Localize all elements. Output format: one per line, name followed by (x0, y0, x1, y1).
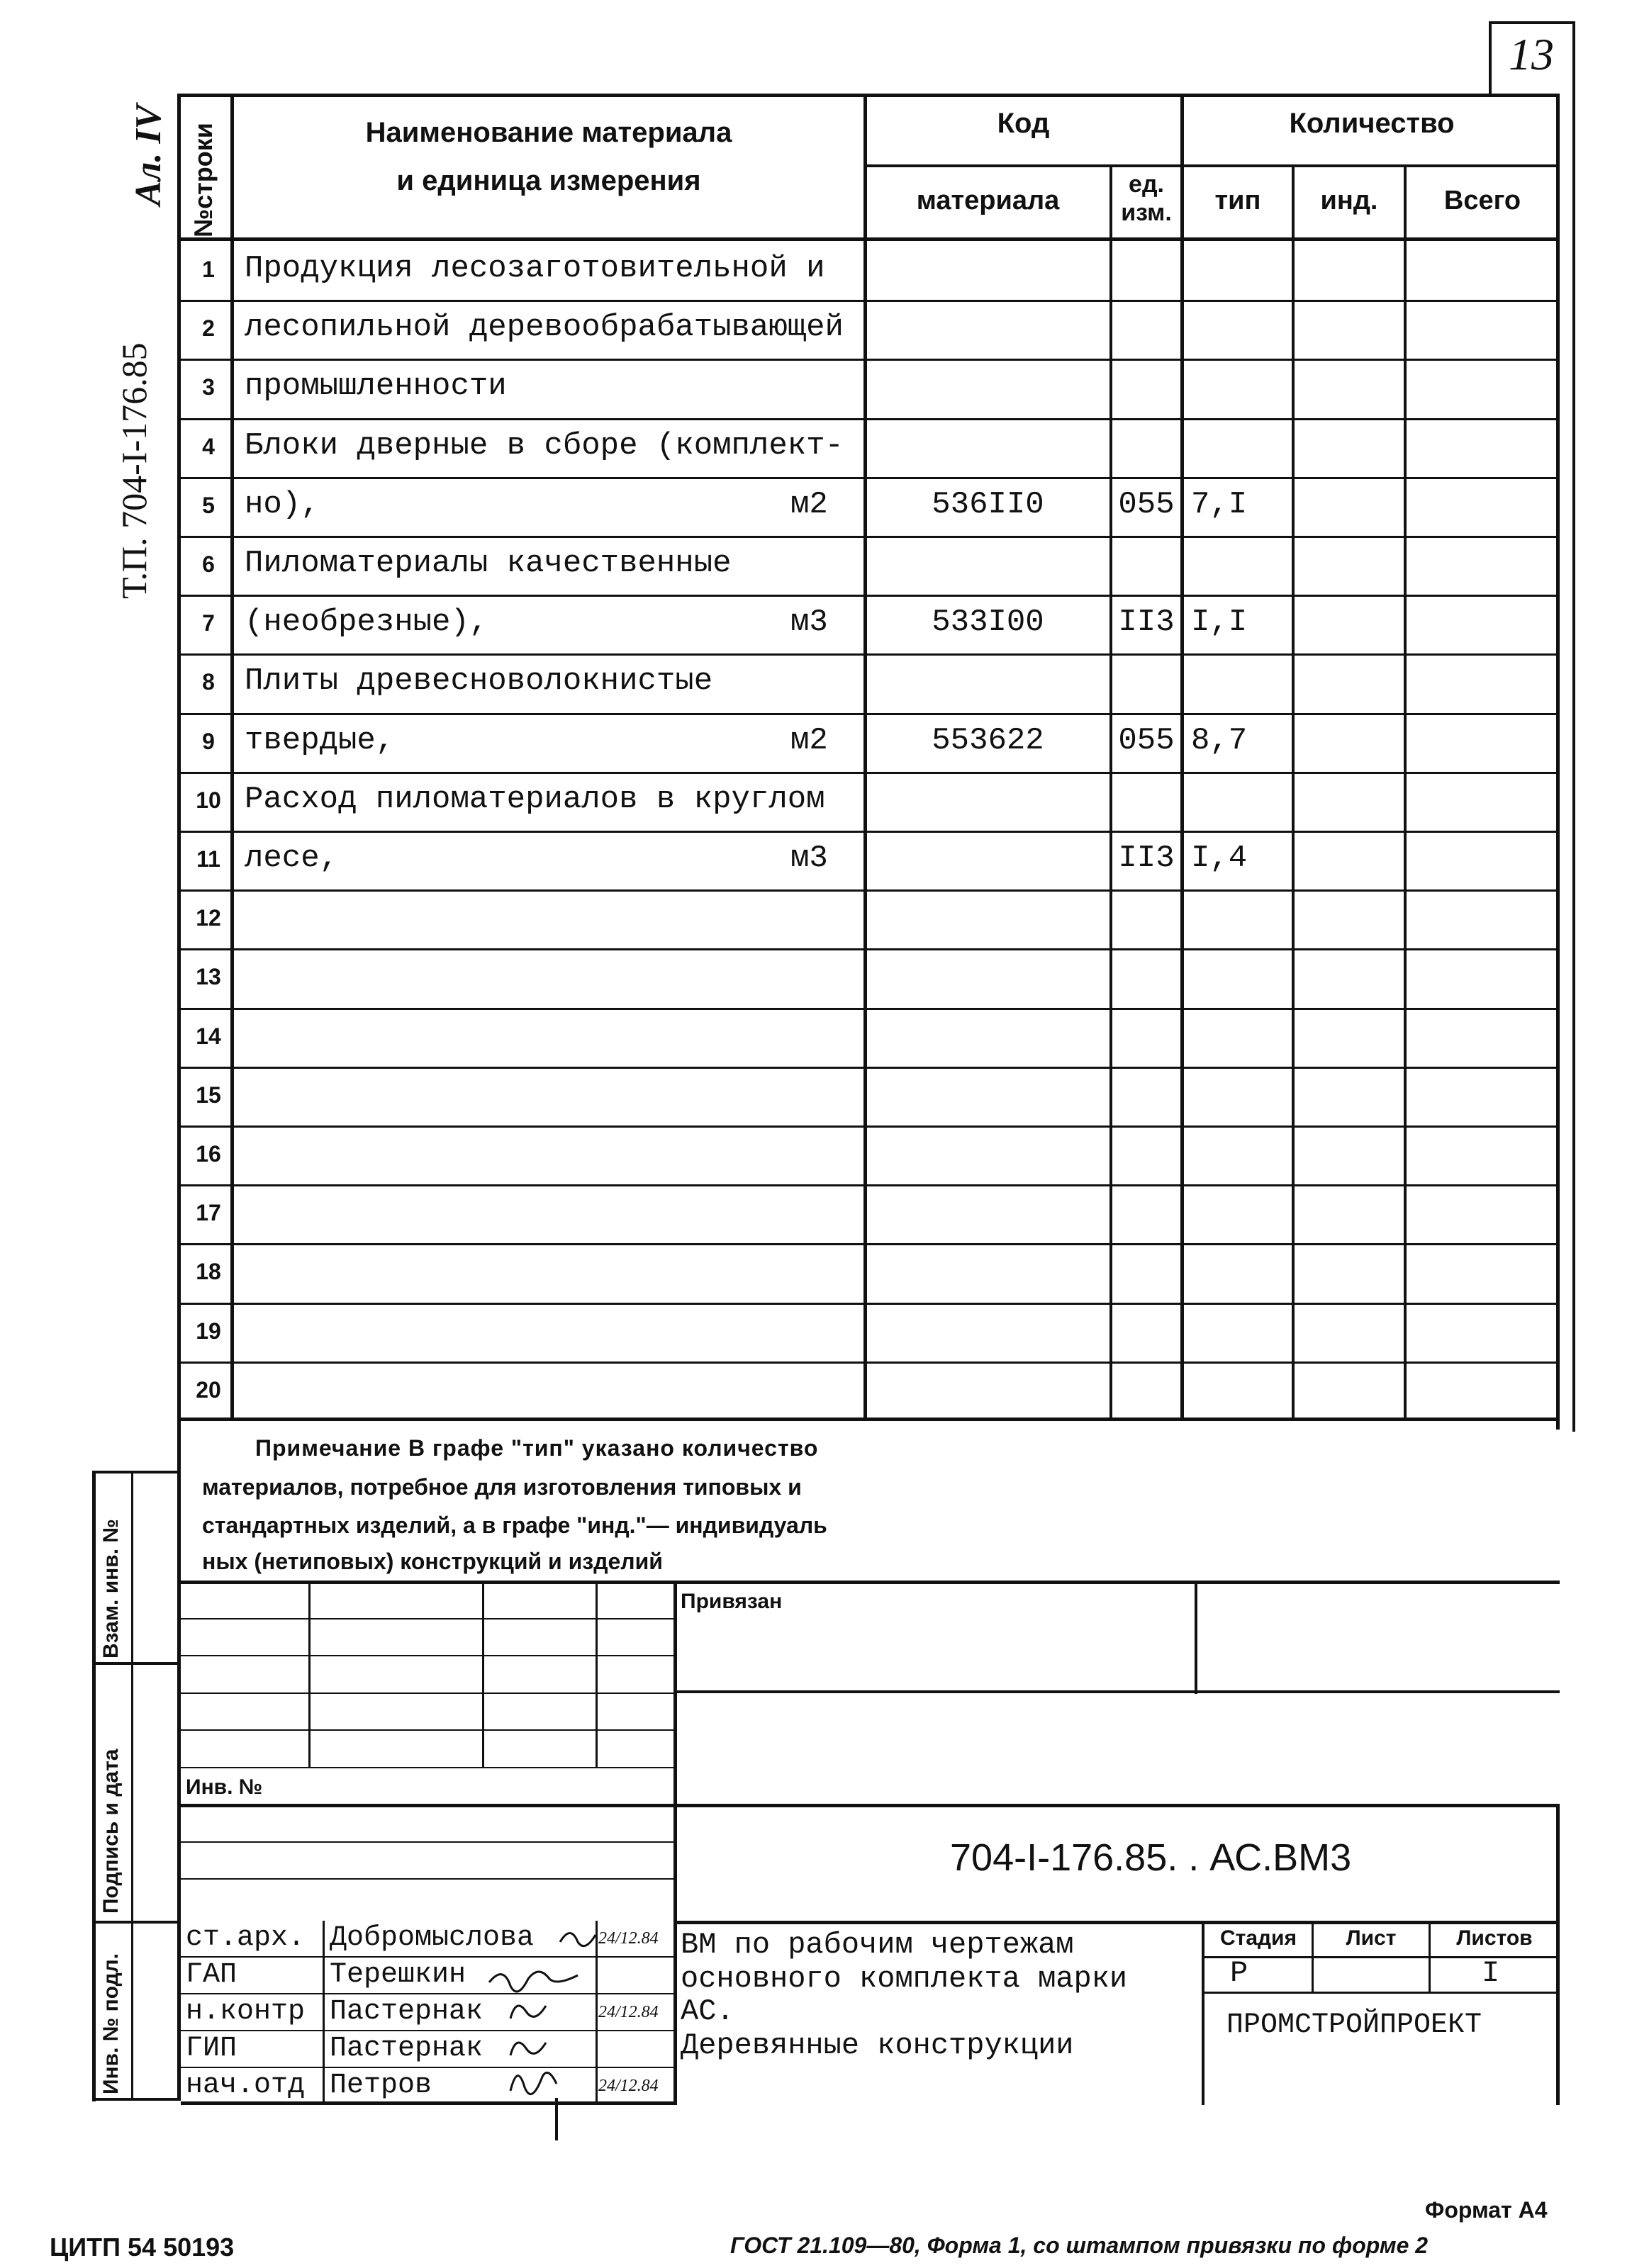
row-number: 15 (196, 1082, 221, 1108)
header-name-line2: и единица измерения (396, 165, 701, 196)
signer-date: 24/12.84 (598, 2003, 659, 2021)
row-number: 17 (196, 1200, 221, 1225)
signer-name: Пастернак (330, 1996, 483, 2028)
row-number: 6 (202, 551, 215, 577)
row-number: 2 (202, 315, 215, 341)
organization-name: ПРОМСТРОЙПРОЕКТ (1226, 2009, 1482, 2041)
note-line2: материалов, потребное для изготовления типовых и (202, 1474, 802, 1500)
qty-type: I,4 (1191, 841, 1248, 876)
format-label: Формат А4 (1425, 2197, 1548, 2223)
title-line1: ВМ по рабочим чертежам (681, 1928, 1074, 1962)
inv-no-label: Инв. № (186, 1775, 263, 1799)
unit: м2 (790, 723, 828, 758)
row-number: 3 (202, 374, 215, 400)
signer-role: н.контр (186, 1996, 306, 2028)
title-line3: АС. (681, 1994, 734, 2028)
sheet-label: Лист (1346, 1926, 1397, 1950)
unit: м3 (790, 841, 828, 876)
unit-code: II3 (1118, 605, 1175, 640)
footer-right: ГОСТ 21.109—80, Форма 1, со штампом привязки по форме 2 (730, 2233, 1429, 2258)
signer-date: 24/12.84 (598, 2077, 659, 2095)
material-name: лесопильной деревообрабатывающей (245, 310, 844, 345)
row-number: 20 (196, 1377, 221, 1403)
material-code: 536II0 (932, 487, 1044, 522)
material-name: твердые, (245, 723, 395, 758)
material-name: Пиломатериалы качественные (245, 546, 732, 581)
qty-type: I,I (1191, 605, 1248, 640)
page-number: 13 (1509, 29, 1554, 79)
row-number: 12 (196, 905, 221, 931)
header-code: Код (997, 108, 1050, 139)
material-name: Плиты древесноволокнистые (245, 663, 713, 699)
material-code: 553622 (932, 723, 1044, 758)
row-number: 9 (202, 729, 215, 754)
document-code: 704-I-176.85. . АС.ВМ3 (950, 1836, 1352, 1879)
signer-date: 24/12.84 (598, 1929, 659, 1948)
header-rownum: №строки (189, 123, 218, 237)
note-line1: Примечание В графе "тип" указано количество (255, 1435, 819, 1461)
unit-code: 055 (1118, 487, 1175, 522)
material-code: 533I00 (932, 605, 1044, 640)
privyazan-label: Привязан (681, 1590, 783, 1613)
title-line2: основного комплекта марки (681, 1962, 1128, 1996)
side-inv-podl-label: Инв. № подл. (99, 1953, 123, 2094)
row-number: 19 (196, 1318, 221, 1344)
side-tp-code: Т.П. 704-I-176.85 (114, 342, 154, 599)
header-name-line1: Наименование материала (365, 117, 732, 148)
row-number: 8 (202, 669, 215, 695)
stage-label: Стадия (1219, 1926, 1297, 1950)
material-name: но), (245, 487, 320, 522)
side-podpis-label: Подпись и дата (99, 1748, 123, 1914)
side-album: Ал. IV (128, 104, 169, 206)
header-qty-ind: инд. (1320, 186, 1378, 215)
signer-role: ГИП (186, 2033, 237, 2065)
row-number: 10 (196, 787, 221, 813)
row-number: 5 (202, 493, 215, 518)
title-line4: Деревянные конструкции (681, 2028, 1074, 2062)
signer-role: нач.отд (186, 2070, 306, 2101)
row-number: 18 (196, 1259, 221, 1284)
row-number: 13 (196, 964, 221, 989)
sheets-label: Листов (1456, 1926, 1533, 1950)
footer-left: ЦИТП 54 50193 (50, 2233, 235, 2262)
row-number: 1 (202, 257, 215, 282)
material-name: промышленности (245, 369, 507, 404)
header-qty-type: тип (1214, 186, 1261, 215)
row-number: 7 (202, 610, 215, 636)
row-number: 16 (196, 1141, 221, 1167)
header-qty-total: Всего (1443, 186, 1521, 215)
side-vzam-label: Взам. инв. № (99, 1519, 123, 1658)
signer-name: Петров (330, 2070, 432, 2101)
unit-code: 055 (1118, 723, 1175, 758)
material-name: Расход пиломатериалов в круглом (245, 782, 825, 817)
unit-code: II3 (1118, 841, 1175, 876)
note-line3: стандартных изделий, а в графе "инд."— индивидуаль (202, 1512, 827, 1538)
unit: м3 (790, 605, 828, 640)
material-name: Продукция лесозаготовительной и (245, 251, 825, 286)
material-name: Блоки дверные в сборе (комплект- (245, 428, 844, 464)
material-name: (необрезные), (245, 605, 488, 640)
header-code-unit: ед. изм. (1121, 171, 1172, 226)
row-number: 14 (196, 1023, 221, 1049)
row-number: 11 (196, 846, 220, 872)
stage-value: Р (1230, 1956, 1248, 1990)
header-code-material: материала (916, 186, 1060, 215)
qty-type: 7,I (1191, 487, 1248, 522)
signer-name: Терешкин (330, 1959, 466, 1991)
qty-type: 8,7 (1191, 723, 1248, 758)
row-number: 4 (202, 434, 215, 459)
material-name: лесе, (245, 841, 339, 876)
signer-role: ст.арх. (186, 1922, 306, 1954)
unit: м2 (790, 487, 828, 522)
signer-name: Пастернак (330, 2033, 483, 2065)
signer-role: ГАП (186, 1959, 237, 1991)
signer-name: Добромыслова (330, 1922, 535, 1954)
header-quantity: Количество (1289, 108, 1455, 139)
sheets-value: I (1482, 1956, 1500, 1990)
note-line4: ных (нетиповых) конструкций и изделий (202, 1549, 663, 1574)
